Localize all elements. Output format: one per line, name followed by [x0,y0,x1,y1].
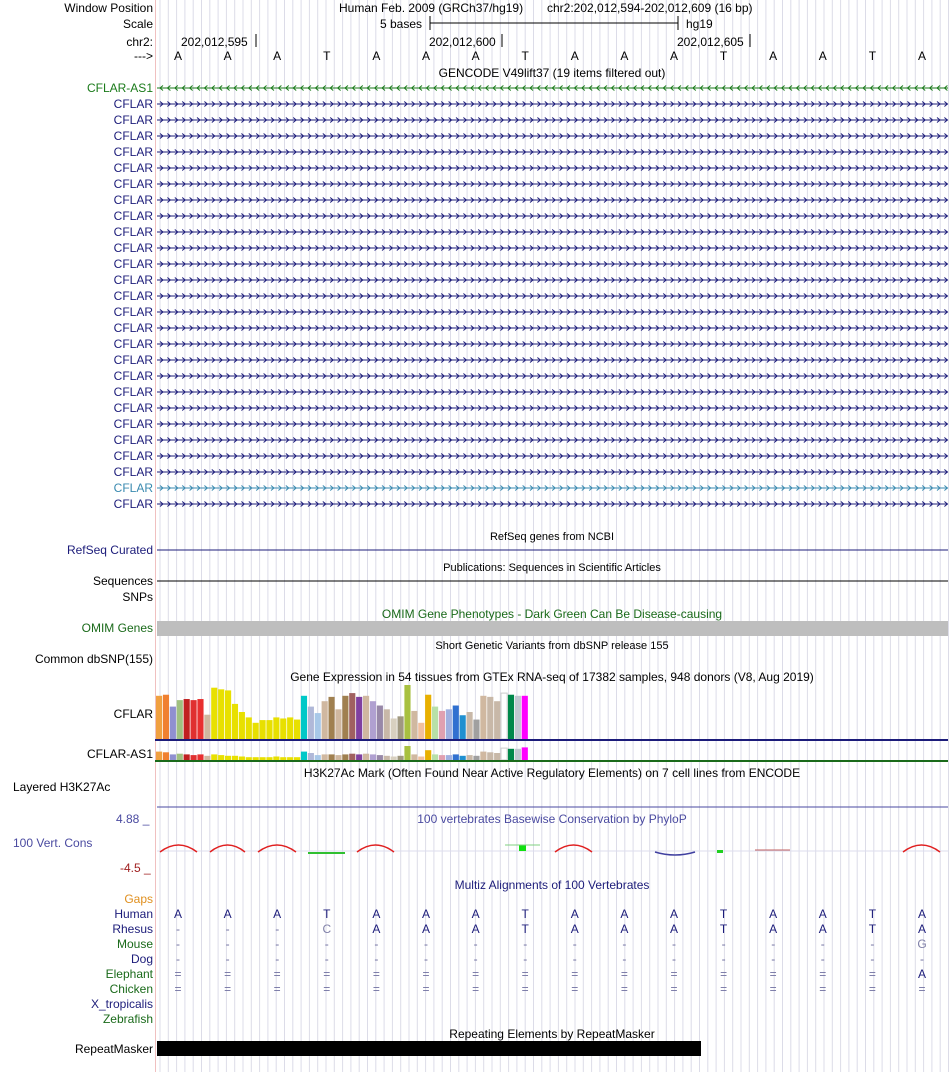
base-letter: A [669,49,679,63]
gtex-cflar-bar [239,712,245,739]
species-label[interactable]: Zebrafish [102,1012,153,1026]
gene-label[interactable]: CFLAR [113,289,153,303]
gene-label[interactable]: CFLAR [113,97,153,111]
alignment-base: - [870,952,875,966]
gtex-cflar-bar [204,715,210,739]
gtex-cflar-bar [266,720,272,739]
repeatmasker-block [157,1041,701,1056]
species-label[interactable]: Mouse [116,937,153,951]
gtex-as1-bar [287,757,293,760]
gtex-cflar-bar [398,716,404,739]
gtex-as1-bar [260,757,266,760]
gtex-as1-bar [377,755,383,760]
alignment-base: = [472,967,480,981]
gtex-cflar-bar [363,696,369,739]
alignment-base: = [323,982,331,996]
alignment-base: = [422,982,430,996]
gtex-cflar-bar [163,695,169,739]
gtex-cflar-bar [232,704,238,739]
alignment-base: = [224,982,232,996]
gtex-cflar-bar [308,707,314,739]
refseq-title[interactable]: RefSeq genes from NCBI [489,531,615,543]
base-letter: A [620,49,629,63]
gtex-as1-bar [411,754,417,760]
gtex-cflar-bar [446,709,452,739]
gtex-cflar-bar [225,690,231,739]
gtex-as1-bar [184,754,190,760]
alignment-base: - [324,952,329,966]
alignment-base: - [424,952,428,966]
gtex-cflar-bar [218,689,224,739]
base-letter: T [323,49,331,63]
gtex-cflar-bar [287,717,293,739]
publications-label[interactable]: Sequences [92,574,153,588]
gtex-cflar-bar [453,706,459,739]
base-letter: A [471,49,480,63]
base-letter: A [421,49,431,63]
gene-label[interactable]: CFLAR [113,209,153,223]
base-letter: A [570,49,579,63]
alignment-base: - [622,937,627,951]
gene-label[interactable]: CFLAR [113,193,153,207]
gtex-as1-bar [473,756,479,760]
alignment-base: - [721,952,726,966]
alignment-base: = [372,982,380,996]
gene-label[interactable]: CFLAR [113,449,153,463]
gtex-cflar-bar [356,697,362,739]
alignment-base: A [471,907,480,921]
alignment-base: - [424,937,428,951]
base-letter: A [917,49,927,63]
alignment-base: - [275,952,280,966]
base-letter: A [769,49,778,63]
alignment-base: A [669,922,679,936]
gtex-cflar-bar [508,695,514,739]
alignment-base: = [224,967,232,981]
gtex-cflar-bar [411,711,417,739]
alignment-base: = [273,982,281,996]
gtex-as1-bar [508,749,514,760]
position-text[interactable]: chr2:202,012,594-202,012,609 (16 bp) [547,1,753,15]
gene-label[interactable]: CFLAR-AS1 [86,81,153,95]
alignment-base: A [620,907,629,921]
window-position-label: Window Position [64,1,153,15]
alignment-base: = [273,967,281,981]
gtex-cflar-bar [342,696,348,739]
gtex-as1-bar [335,755,341,760]
gtex-as1-bar [329,754,335,760]
gaps-label[interactable]: Gaps [124,892,153,906]
alignment-base: A [570,907,579,921]
alignment-base: - [374,952,379,966]
repeatmasker-label[interactable]: RepeatMasker [74,1042,153,1056]
alignment-base: - [672,952,676,966]
phylop-positive-spike [519,845,526,851]
alignment-base: A [620,922,629,936]
gtex-cflar-bar [467,712,473,739]
gtex-as1-bar [391,757,397,761]
dbsnp-label[interactable]: Common dbSNP(155) [34,652,153,666]
gtex-as1-bar [156,752,162,760]
alignment-base: - [225,952,230,966]
base-letter: T [719,49,728,63]
alignment-base: - [622,952,627,966]
gene-label[interactable]: CFLAR [113,353,153,367]
alignment-base: - [275,922,280,936]
alignment-base: A [223,907,232,921]
alignment-base: A [421,907,431,921]
base-letter: T [868,49,877,63]
alignment-base: = [620,982,628,996]
alignment-base: A [669,907,679,921]
omim-band [157,621,948,636]
gtex-as1-bar [232,756,238,760]
gtex-cflar-bar [377,706,383,739]
gtex-as1-bar [211,754,217,760]
alignment-base: A [917,967,927,981]
gtex-as1-bar [384,756,390,760]
alignment-base: A [273,907,282,921]
omim-label[interactable]: OMIM Genes [81,621,153,635]
gene-label[interactable]: CFLAR [113,161,153,175]
alignment-base: = [769,967,777,981]
repeatmasker-title[interactable]: Repeating Elements by RepeatMasker [449,1027,655,1041]
base-letter: T [521,49,529,63]
alignment-base: - [374,937,379,951]
gtex-as1-bar [253,757,259,760]
h3k27ac-label[interactable]: Layered H3K27Ac [13,780,111,794]
publications-title[interactable]: Publications: Sequences in Scientific Articles [443,562,661,574]
gtex-as1-bar [225,756,231,760]
alignment-base: = [472,982,480,996]
alignment-base: = [868,967,876,981]
alignment-base: = [571,982,579,996]
gtex-cflar-bar [487,697,493,739]
alignment-base: = [521,982,529,996]
gtex-cflar-bar [522,696,528,739]
gtex-as1-bar [239,757,245,761]
gtex-as1-bar [191,755,197,760]
tick-label-1: 202,012,595 [181,35,248,49]
gtex-as1-bar [467,755,473,760]
alignment-base: A [421,922,431,936]
gtex-as1-bar [315,755,321,760]
gtex-cflar-bar [191,700,197,739]
gtex-as1-bar [522,747,528,760]
alignment-base: - [771,937,776,951]
tick-label-2: 202,012,600 [429,35,496,49]
alignment-base: A [917,922,927,936]
assembly-text[interactable]: Human Feb. 2009 (GRCh37/hg19) [339,1,524,15]
alignment-base: - [870,937,875,951]
gtex-cflar-bar [315,713,321,739]
gtex-as1-bar [246,757,252,760]
gtex-cflar-bar [273,717,279,739]
gtex-as1-bar [446,755,452,760]
alignment-base: - [771,952,776,966]
gtex-as1-bar [342,754,348,760]
gene-label[interactable]: CFLAR [113,241,153,255]
phylop-min-label: -4.5 _ [120,861,151,875]
alignment-base: - [275,937,280,951]
gtex-as1-bar [418,757,424,761]
alignment-base: T [719,907,728,921]
dbsnp-title[interactable]: Short Genetic Variants from dbSNP release 155 [435,640,669,652]
tick-label-3: 202,012,605 [677,35,744,49]
alignment-base: T [868,922,877,936]
alignment-base: - [672,937,676,951]
gtex-as1-bar [432,754,438,760]
alignment-base: - [176,952,180,966]
base-letter: A [273,49,282,63]
alignment-base: T [719,922,728,936]
gtex-cflar-bar [515,696,521,739]
gtex-as1-bar [480,752,486,760]
gtex-cflar-bar [177,700,183,739]
gtex-as1-bar [349,754,355,760]
species-label[interactable]: X_tropicalis [90,997,153,1011]
gtex-cflar-bar [197,699,203,739]
alignment-base: - [324,937,329,951]
base-letter: A [818,49,827,63]
alignment-base: = [323,967,331,981]
gtex-as1-bar [308,753,314,760]
gtex-cflar-bar [349,693,355,739]
gene-label[interactable]: CFLAR [113,369,153,383]
gtex-as1-bar [273,757,279,761]
alignment-base: T [521,922,529,936]
alignment-base: A [818,922,827,936]
gtex-as1-bar [177,754,183,760]
gtex-as1-bar [404,746,410,760]
alignment-base: - [572,952,577,966]
base-letter: A [223,49,232,63]
gtex-as1-bar [425,750,431,760]
gtex-cflar-bar [473,720,479,739]
gencode-title[interactable]: GENCODE V49lift37 (19 items filtered out) [438,66,666,80]
species-label[interactable]: Rhesus [112,922,153,936]
gene-label[interactable]: CFLAR [113,113,153,127]
gene-label[interactable]: CFLAR [113,273,153,287]
gtex-cflar-bar [329,697,335,739]
gene-label[interactable]: CFLAR [113,465,153,479]
alignment-base: - [721,937,726,951]
gene-label[interactable]: CFLAR [113,177,153,191]
base-letter: A [173,49,183,63]
gtex-cflar-bar [391,718,397,739]
gtex-cflar-bar [335,709,341,739]
gtex-cflar-bar [480,696,486,739]
alignment-base: = [174,982,182,996]
alignment-base: A [818,907,827,921]
alignment-base: A [173,907,183,921]
gtex-cflar-bar [425,695,431,739]
gtex-as1-bar [301,752,307,760]
gene-label[interactable]: CFLAR [113,497,153,511]
alignment-base: = [670,982,678,996]
alignment-base: A [372,922,381,936]
alignment-base: - [523,952,528,966]
alignment-base: - [820,937,825,951]
alignment-base: = [174,967,182,981]
alignment-base: - [225,922,230,936]
gene-label[interactable]: CFLAR [113,225,153,239]
gtex-title[interactable]: Gene Expression in 54 tissues from GTEx RNA-seq of 17382 samples, 948 donors (V8, Aug 2019) [290,670,814,684]
strand-label: ---> [134,49,153,63]
phylop-positive-small [717,850,723,853]
gtex-as1-bar [363,754,369,760]
alignment-base: A [917,907,927,921]
alignment-base: = [868,982,876,996]
gene-label[interactable]: CFLAR [113,337,153,351]
gene-label[interactable]: CFLAR [113,305,153,319]
scale-text: 5 bases [380,17,423,31]
alignment-base: = [571,967,579,981]
species-label[interactable]: Human [114,907,153,921]
gtex-as1-bar [266,757,272,760]
gtex-cflar-bar [260,720,266,739]
gtex-as1-bar [170,754,176,760]
gene-label[interactable]: CFLAR [113,385,153,399]
gtex-cflar-bar [184,699,190,739]
alignment-base: - [176,937,180,951]
snps-label[interactable]: SNPs [122,590,153,604]
gtex-as1-bar [322,754,328,760]
gtex-cflar-label[interactable]: CFLAR [113,707,153,721]
refseq-label[interactable]: RefSeq Curated [66,543,153,557]
gtex-cflar-bar [494,701,500,739]
gtex-cflar-bar [370,701,376,739]
gtex-cflar-bar [253,723,259,739]
alignment-base: = [372,967,380,981]
alignment-base: G [917,937,927,951]
species-label[interactable]: Dog [130,952,153,966]
gene-label[interactable]: CFLAR [113,321,153,335]
gtex-cflar-bar [460,715,466,739]
omim-title[interactable]: OMIM Gene Phenotypes - Dark Green Can Be Disease-causing [381,607,723,621]
base-letter: A [372,49,381,63]
alignment-base: A [769,922,778,936]
alignment-base: - [920,952,924,966]
alignment-base: C [322,922,332,936]
alignment-base: - [523,937,528,951]
gtex-cflar-bar [501,693,507,739]
alignment-base: = [918,982,926,996]
alignment-base: A [769,907,778,921]
alignment-base: = [720,982,728,996]
phylop-label[interactable]: 100 Vert. Cons [13,836,93,850]
gtex-as1-bar [280,757,286,760]
alignment-base: - [572,937,577,951]
gtex-cflar-bar [301,696,307,739]
species-label[interactable]: Chicken [109,982,153,996]
h3k27ac-title[interactable]: H3K27Ac Mark (Often Found Near Active Regulatory Elements) on 7 cell lines from ENCODE [303,766,801,780]
gtex-cflar-bar [432,707,438,739]
phylop-max-label: 4.88 _ [116,812,150,826]
alignment-base: A [471,922,480,936]
alignment-base: - [225,937,230,951]
alignment-base: = [819,982,827,996]
phylop-title[interactable]: 100 vertebrates Basewise Conservation by PhyloP [417,812,687,826]
gtex-as1-label[interactable]: CFLAR-AS1 [86,747,153,761]
alignment-base: - [473,952,478,966]
gene-label[interactable]: CFLAR [113,433,153,447]
gtex-as1-bar [515,749,521,760]
gene-label[interactable]: CFLAR [113,401,153,415]
alignment-base: = [422,967,430,981]
gtex-cflar-bar [170,707,176,739]
gtex-cflar-bar [294,720,300,739]
gtex-as1-bar [453,754,459,760]
alignment-base: = [720,967,728,981]
gene-label[interactable]: CFLAR [113,481,153,495]
gtex-as1-bar [494,753,500,760]
gtex-as1-bar [356,754,362,760]
alignment-base: - [820,952,825,966]
gtex-cflar-bar [156,696,162,739]
gene-label[interactable]: CFLAR [113,145,153,159]
gene-label[interactable]: CFLAR [113,417,153,431]
gtex-cflar-bar [211,688,217,739]
gtex-as1-bar [197,754,203,760]
gtex-as1-bar [218,755,224,760]
multiz-title[interactable]: Multiz Alignments of 100 Vertebrates [454,878,650,892]
gtex-cflar-bar [280,718,286,739]
alignment-base: - [473,937,478,951]
alignment-base: = [819,967,827,981]
gtex-cflar-bar [418,723,424,739]
gtex-as1-bar [398,756,404,760]
gtex-as1-bar [501,748,507,760]
gtex-cflar-bar [246,717,252,739]
scale-label: Scale [122,17,153,31]
alignment-base: = [620,967,628,981]
alignment-base: = [670,967,678,981]
gtex-as1-bar [487,752,493,760]
gtex-cflar-bar [322,701,328,739]
alignment-base: T [323,907,331,921]
gtex-as1-bar [439,755,445,760]
chrom-label: chr2: [126,35,153,49]
scale-db: hg19 [686,17,713,31]
alignment-base: = [769,982,777,996]
gtex-cflar-bar [404,685,410,739]
phylop-negative-dip [655,852,695,855]
gtex-as1-bar [163,752,169,760]
gene-label[interactable]: CFLAR [113,257,153,271]
gtex-cflar-bar [439,711,445,739]
gtex-as1-bar [370,754,376,760]
alignment-base: = [521,967,529,981]
species-label[interactable]: Elephant [105,967,153,981]
alignment-base: - [176,922,180,936]
alignment-base: T [868,907,877,921]
alignment-base: A [570,922,579,936]
gene-label[interactable]: CFLAR [113,129,153,143]
alignment-base: A [372,907,381,921]
gtex-cflar-bar [384,709,390,739]
gtex-as1-bar [460,756,466,760]
alignment-base: T [521,907,529,921]
gtex-as1-bar [294,757,300,760]
gtex-as1-bar [204,756,210,760]
